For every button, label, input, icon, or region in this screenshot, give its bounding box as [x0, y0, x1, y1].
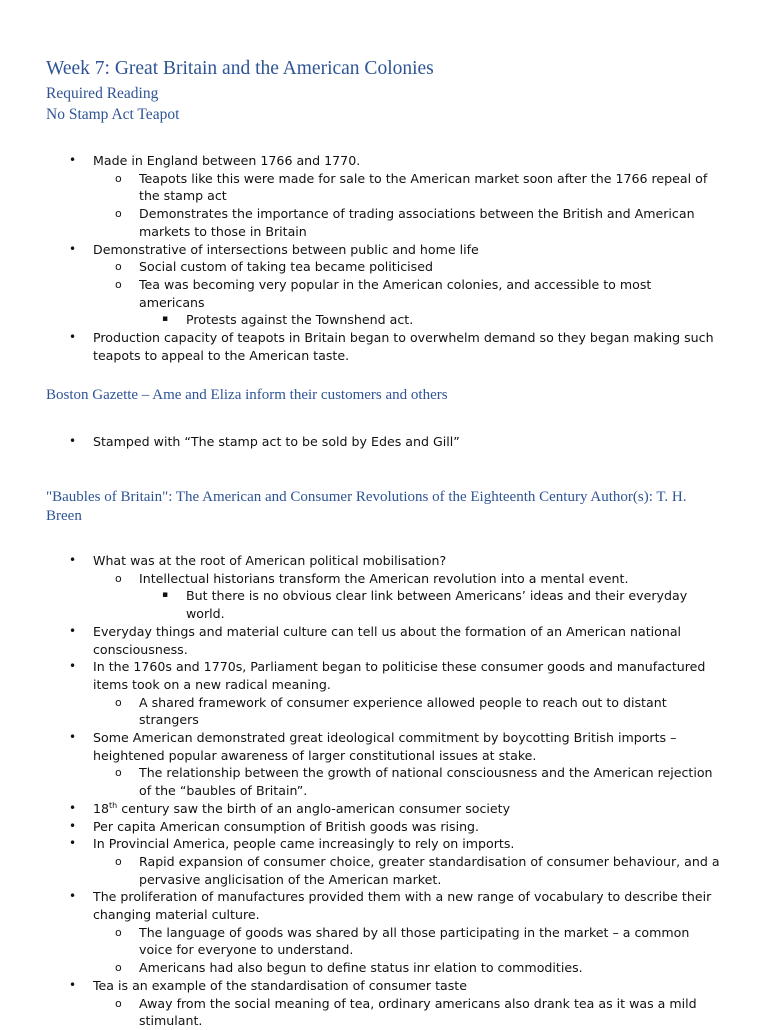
- bullet-disc: •: [69, 659, 77, 674]
- list-item: • In the 1760s and 1770s, Parliament began to politicise these consumer goods and manufactured items took on a new radical meaning.: [69, 659, 706, 692]
- list-item: ▪ But there is no obvious clear link between Americans’ ideas and their everyday world.: [162, 588, 688, 622]
- page-title: Week 7: Great Britain and the American Colonies: [46, 58, 434, 79]
- bullet-circle: o: [115, 925, 122, 939]
- list-item: • What was at the root of American political mobilisation?: [69, 553, 447, 568]
- section-heading-baubles-of-britain: "Baubles of Britain": The American and Consumer Revolutions of the Eighteenth Century Author(s): T. H. Breen: [46, 489, 687, 524]
- bullet-square: ▪: [162, 590, 169, 601]
- bullet-disc: •: [69, 800, 77, 815]
- list-item: o The language of goods was shared by all those participating in the market – a common voice for everyone to understand.: [115, 924, 690, 958]
- bullet-disc: •: [69, 818, 77, 833]
- list-item: • 18th century saw the birth of an anglo-american consumer society: [69, 800, 511, 816]
- list-item: ▪ Protests against the Townshend act.: [162, 312, 414, 328]
- bullet-disc: •: [69, 553, 77, 567]
- list-item: o A shared framework of consumer experience allowed people to reach out to distant strangers: [115, 694, 667, 728]
- gazette-notes-list: [0, 433, 768, 451]
- bullet-circle: o: [115, 171, 122, 185]
- bullet-circle: o: [115, 996, 122, 1010]
- list-item: • Some American demonstrated great ideological commitment by boycotting British imports – heightened popular awareness of larger constitutional issues at stake.: [69, 730, 677, 763]
- list-item: o Social custom of taking tea became politicised: [115, 259, 433, 275]
- bullet-circle: o: [115, 695, 122, 709]
- subtitle-required-reading: Required Reading: [46, 85, 159, 102]
- bullet-circle: o: [115, 207, 122, 221]
- list-item: • Demonstrative of intersections between public and home life: [69, 241, 479, 257]
- bullet-disc: •: [69, 241, 77, 256]
- list-item: o Teapots like this were made for sale to the American market soon after the 1766 repeal of the stamp act: [115, 170, 708, 204]
- baubles-notes-list: [0, 552, 768, 1030]
- list-item: • Per capita American consumption of British goods was rising.: [69, 818, 480, 834]
- subtitle-teapot: No Stamp Act Teapot: [46, 106, 180, 123]
- bullet-disc: •: [69, 434, 77, 448]
- bullet-disc: •: [69, 977, 77, 992]
- bullet-circle: o: [115, 260, 122, 274]
- list-item: o The relationship between the growth of national consciousness and the American rejection of the “baubles of Britain”.: [115, 765, 713, 799]
- bullet-square: ▪: [162, 314, 169, 325]
- bullet-disc: •: [69, 836, 77, 851]
- list-item: o Demonstrates the importance of trading associations between the British and American markets to those in Britain: [115, 206, 695, 239]
- teapot-notes-list: [0, 152, 768, 364]
- list-item: o Tea was becoming very popular in the American colonies, and accessible to most americans: [115, 276, 652, 310]
- list-item: • Production capacity of teapots in Britain began to overwhelm demand so they began making such teapots to appeal to the American taste.: [69, 330, 714, 363]
- list-item: • Stamped with “The stamp act to be sold by Edes and Gill”: [69, 434, 460, 449]
- bullet-disc: •: [69, 623, 77, 638]
- list-item: • Made in England between 1766 and 1770.: [69, 153, 361, 168]
- bullet-circle: o: [115, 854, 122, 868]
- list-item: o Rapid expansion of consumer choice, greater standardisation of consumer behaviour, and a pervasive anglicisation of the American market.: [115, 853, 720, 887]
- list-item: o Away from the social meaning of tea, ordinary americans also drank tea as it was a mild stimulant.: [115, 995, 697, 1029]
- bullet-circle: o: [115, 766, 122, 780]
- list-item: o Intellectual historians transform the American revolution into a mental event.: [115, 570, 629, 586]
- bullet-circle: o: [115, 571, 122, 585]
- list-item: • The proliferation of manufactures provided them with a new range of vocabulary to describe their changing material culture.: [69, 889, 712, 923]
- bullet-disc: •: [69, 730, 77, 745]
- bullet-circle: o: [115, 961, 122, 975]
- list-item: • Tea is an example of the standardisation of consumer taste: [69, 977, 467, 993]
- bullet-circle: o: [115, 277, 122, 291]
- bullet-disc: •: [69, 889, 77, 904]
- list-item: o Americans had also begun to define status inr elation to commodities.: [115, 960, 583, 976]
- list-item: • Everyday things and material culture can tell us about the formation of an American national consciousness.: [69, 623, 682, 657]
- list-item: • In Provincial America, people came increasingly to rely on imports.: [69, 836, 515, 852]
- bullet-disc: •: [69, 153, 77, 167]
- section-heading-boston-gazette: Boston Gazette – Ame and Eliza inform their customers and others: [46, 387, 448, 403]
- bullet-disc: •: [69, 330, 77, 345]
